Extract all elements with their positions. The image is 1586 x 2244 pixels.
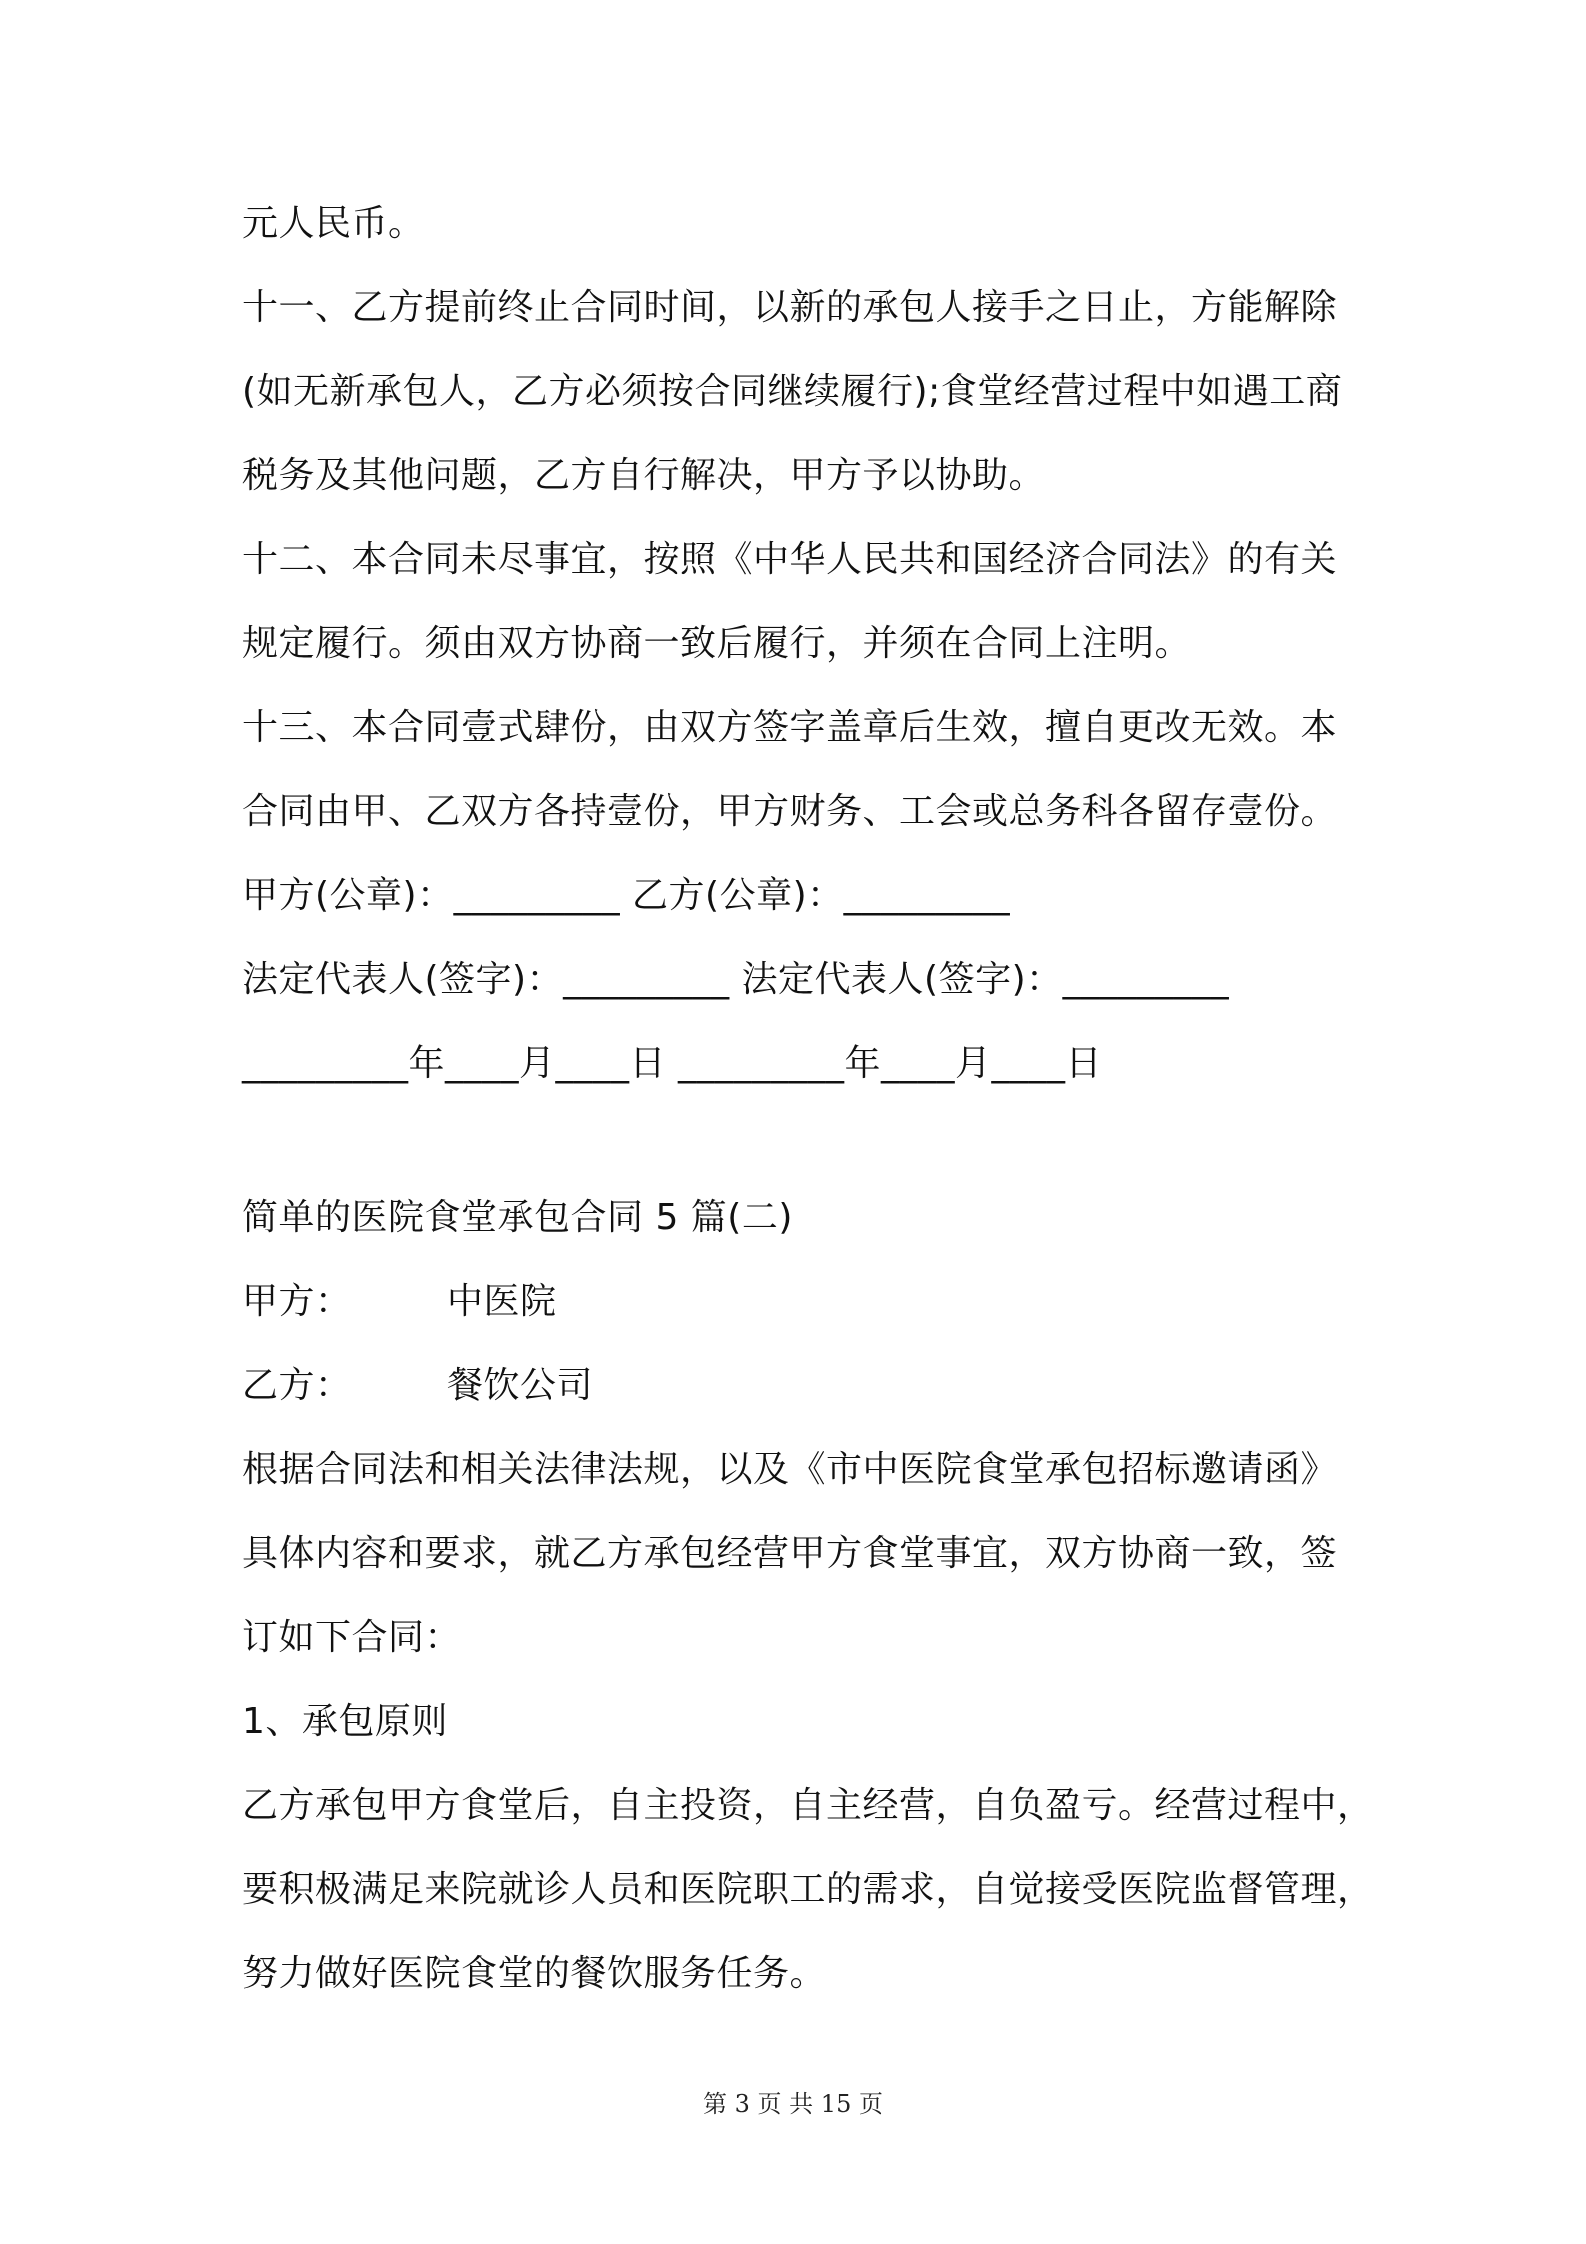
text-line: 十三、本合同壹式肆份，由双方签字盖章后生效，擅自更改无效。本 bbox=[242, 707, 1338, 748]
section-title: 简单的医院食堂承包合同 5 篇(二) bbox=[242, 1197, 793, 1238]
party-a-row bbox=[242, 1278, 557, 1326]
text-line: 十一、乙方提前终止合同时间，以新的承包人接手之日止，方能解除 bbox=[242, 287, 1338, 328]
party-b-label: 乙方： bbox=[242, 1365, 352, 1406]
text-line: 税务及其他问题，乙方自行解决，甲方予以协助。 bbox=[242, 455, 1046, 496]
text-line: 订如下合同： bbox=[242, 1617, 462, 1658]
text-line: 具体内容和要求，就乙方承包经营甲方食堂事宜，双方协商一致，签 bbox=[242, 1533, 1338, 1574]
text-line: 十二、本合同未尽事宜，按照《中华人民共和国经济合同法》的有关 bbox=[242, 539, 1338, 580]
text-line: (如无新承包人，乙方必须按合同继续履行);食堂经营过程中如遇工商 bbox=[242, 371, 1343, 412]
text-line: 努力做好医院食堂的餐饮服务任务。 bbox=[242, 1953, 827, 1994]
signature-date-line: _________年____月____日 _________年____月____日 bbox=[242, 1043, 1102, 1084]
page-indicator: 第 3 页 共 15 页 bbox=[703, 2090, 883, 2118]
party-b-row bbox=[242, 1362, 593, 1410]
clause-heading: 1、承包原则 bbox=[242, 1701, 448, 1742]
text-line: 要积极满足来院就诊人员和医院职工的需求，自觉接受医院监督管理， bbox=[242, 1869, 1374, 1910]
signature-seal-line: 甲方(公章)：_________ 乙方(公章)：_________ bbox=[242, 875, 1011, 916]
party-b-value: 餐饮公司 bbox=[447, 1365, 594, 1406]
party-a-value: 中医院 bbox=[447, 1281, 557, 1322]
text-line: 元人民币。 bbox=[242, 203, 425, 244]
signature-representative-line: 法定代表人(签字)：_________ 法定代表人(签字)：_________ bbox=[242, 959, 1230, 1000]
text-line: 规定履行。须由双方协商一致后履行，并须在合同上注明。 bbox=[242, 623, 1192, 664]
text-line: 乙方承包甲方食堂后，自主投资，自主经营，自负盈亏。经营过程中， bbox=[242, 1785, 1374, 1826]
text-line: 合同由甲、乙双方各持壹份，甲方财务、工会或总务科各留存壹份。 bbox=[242, 791, 1338, 832]
text-line: 根据合同法和相关法律法规，以及《市中医院食堂承包招标邀请函》 bbox=[242, 1449, 1338, 1490]
party-a-label: 甲方： bbox=[242, 1281, 352, 1322]
